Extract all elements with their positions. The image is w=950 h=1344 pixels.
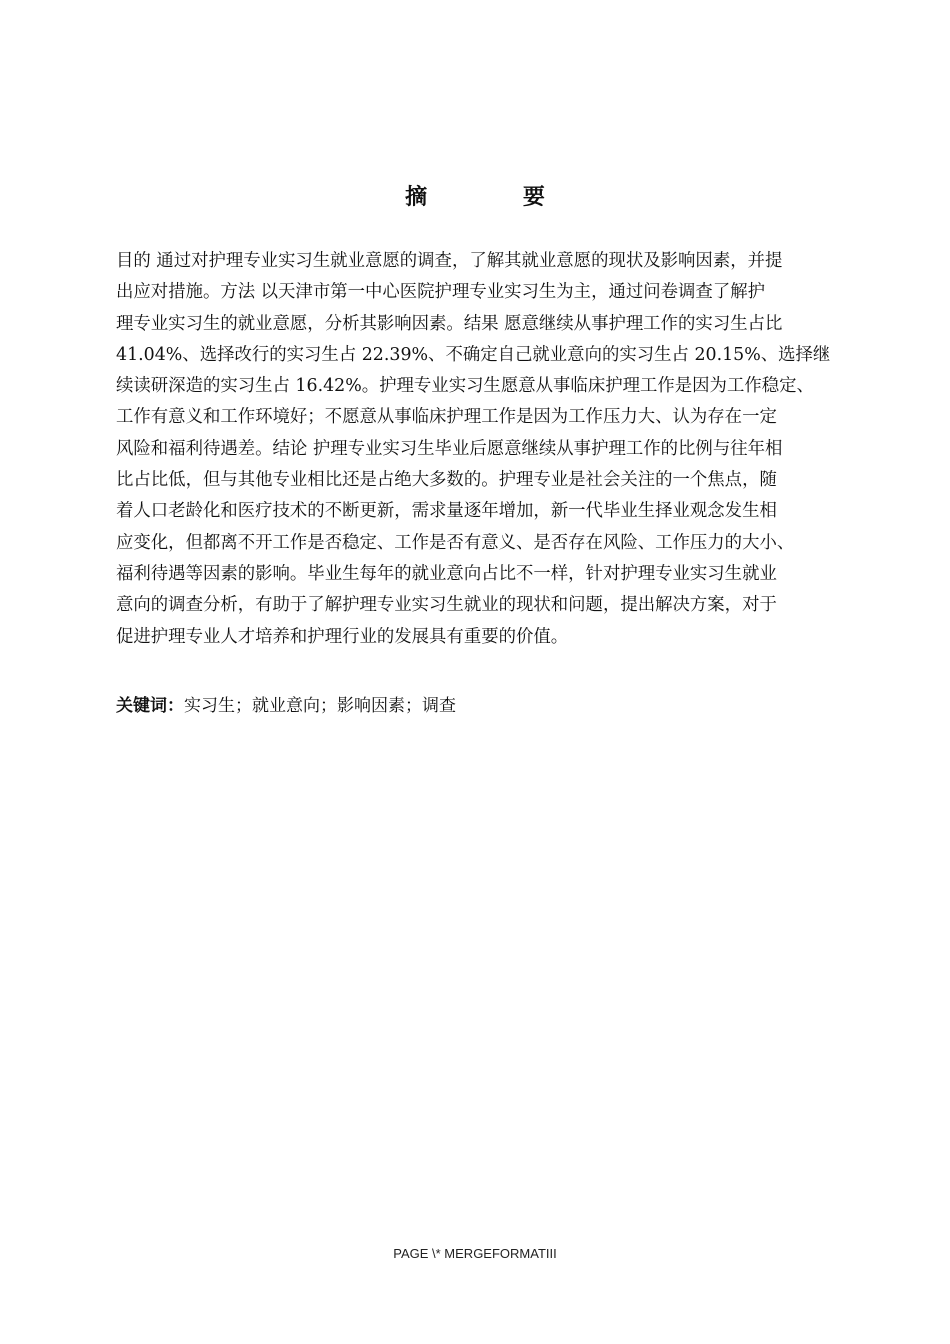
keywords-label: 关键词： [116, 696, 184, 716]
abstract-line: 促进护理专业人才培养和护理行业的发展具有重要的价值。 [116, 626, 569, 647]
keywords-text: 实习生；就业意向；影响因素；调查 [184, 696, 456, 716]
abstract-line: 目的 通过对护理专业实习生就业意愿的调查，了解其就业意愿的现状及影响因素，并提 [116, 251, 783, 271]
page-title: 摘 要 [405, 185, 589, 210]
abstract-line: 着人口老龄化和医疗技术的不断更新，需求量逐年增加，新一代毕业生择业观念发生相 [116, 501, 777, 522]
abstract-line: 福利待遇等因素的影响。毕业生每年的就业意向占比不一样，针对护理专业实习生就业 [116, 563, 777, 584]
abstract-line: 出应对措施。方法 以天津市第一中心医院护理专业实习生为主，通过问卷调查了解护 [116, 282, 765, 303]
abstract-line: 41.04%、选择改行的实习生占 22.39%、不确定自己就业意向的实习生占 20.15%、选择继 [116, 344, 831, 365]
abstract-line: 理专业实习生的就业意愿，分析其影响因素。结果 愿意继续从事护理工作的实习生占比 [116, 313, 783, 334]
abstract-body [116, 246, 876, 653]
abstract-line: 风险和福利待遇差。结论 护理专业实习生毕业后愿意继续从事护理工作的比例与往年相 [116, 438, 783, 459]
page-footer: PAGE \* MERGEFORMATIII [393, 1246, 557, 1261]
abstract-line: 续读研深造的实习生占 16.42%。护理专业实习生愿意从事临床护理工作是因为工作稳定、 [116, 376, 814, 397]
abstract-line: 比占比低，但与其他专业相比还是占绝大多数的。护理专业是社会关注的一个焦点，随 [116, 470, 777, 491]
abstract-line: 工作有意义和工作环境好；不愿意从事临床护理工作是因为工作压力大、认为存在一定 [116, 407, 777, 428]
abstract-line: 应变化，但都离不开工作是否稳定、工作是否有意义、是否存在风险、工作压力的大小、 [116, 532, 795, 553]
keywords [116, 692, 456, 720]
abstract-line: 意向的调查分析，有助于了解护理专业实习生就业的现状和问题，提出解决方案，对于 [116, 595, 777, 616]
